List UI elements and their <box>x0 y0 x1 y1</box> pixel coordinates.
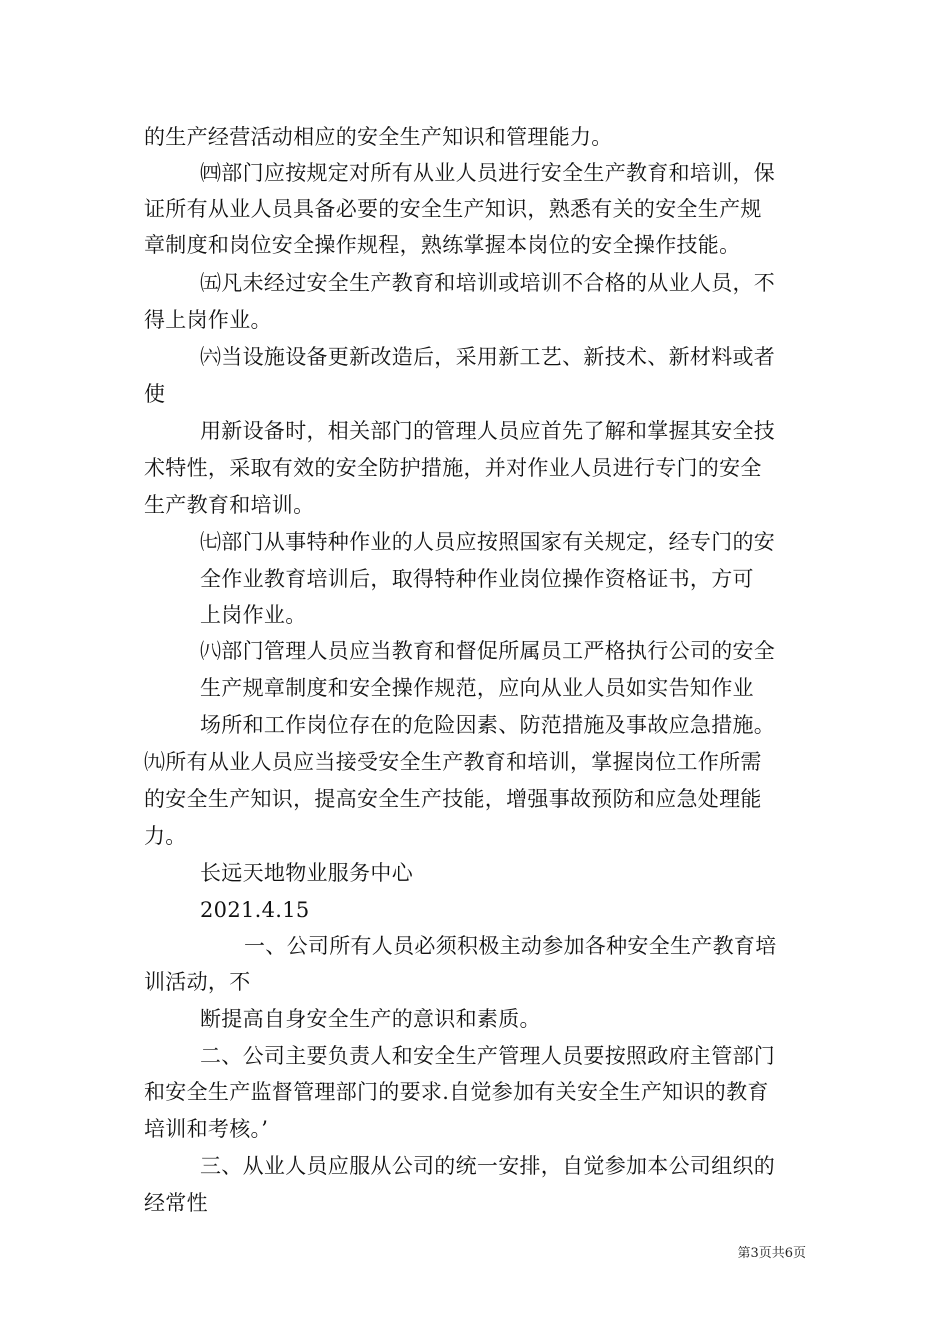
text-line: 三、从业人员应服从公司的统一安排，自觉参加本公司组织的 <box>200 1154 776 1178</box>
text-line: ㈦部门从事特种作业的人员应按照国家有关规定，经专门的安 <box>200 530 776 554</box>
text-line: 场所和工作岗位存在的危险因素、防范措施及事故应急措施。 <box>200 713 776 737</box>
text-line: 生产教育和培训。 <box>144 493 315 517</box>
text-line: 培训和考核。’ <box>144 1117 269 1141</box>
text-line: 力。 <box>144 824 187 848</box>
signature-organization: 长远天地物业服务中心 <box>200 861 413 885</box>
text-line: 断提高自身安全生产的意识和素质。 <box>200 1007 541 1031</box>
text-line: 全作业教育培训后，取得特种作业岗位操作资格证书，方可 <box>200 567 754 591</box>
text-line: 二、公司主要负责人和安全生产管理人员要按照政府主管部门 <box>200 1044 776 1068</box>
page-number: 第3页共6页 <box>737 1246 806 1261</box>
text-line: 和安全生产监督管理部门的要求.自觉参加有关安全生产知识的教育 <box>144 1080 769 1104</box>
text-line: 的安全生产知识，提高安全生产技能，增强事故预防和应急处理能 <box>144 787 762 811</box>
text-line: 训活动，不 <box>144 970 251 994</box>
text-line: 用新设备时，相关部门的管理人员应首先了解和掌握其安全技 <box>200 419 776 443</box>
text-line: 经常性 <box>144 1191 208 1215</box>
signature-date: 2021.4.15 <box>200 898 310 922</box>
text-line: ㈨所有从业人员应当接受安全生产教育和培训，掌握岗位工作所需 <box>144 750 762 774</box>
text-line: 的生产经营活动相应的安全生产知识和管理能力。 <box>144 125 613 149</box>
text-line: 上岗作业。 <box>200 603 307 627</box>
text-line: ㈥当设施设备更新改造后，采用新工艺、新技术、新材料或者 <box>200 345 776 369</box>
text-line: 一、公司所有人员必须积极主动参加各种安全生产教育培 <box>244 934 777 958</box>
text-line: 术特性，采取有效的安全防护措施，并对作业人员进行专门的安全 <box>144 456 762 480</box>
text-line: ㈣部门应按规定对所有从业人员进行安全生产教育和培训，保 <box>200 161 776 185</box>
text-line: ㈧部门管理人员应当教育和督促所属员工严格执行公司的安全 <box>200 639 776 663</box>
text-line: ㈤凡未经过安全生产教育和培训或培训不合格的从业人员，不 <box>200 271 776 295</box>
text-line: 使 <box>144 382 166 406</box>
text-line: 得上岗作业。 <box>144 308 272 332</box>
text-line: 生产规章制度和安全操作规范，应向从业人员如实告知作业 <box>200 676 754 700</box>
text-line: 章制度和岗位安全操作规程，熟练掌握本岗位的安全操作技能。 <box>144 233 741 257</box>
text-line: 证所有从业人员具备必要的安全生产知识，熟悉有关的安全生产规 <box>144 197 762 221</box>
